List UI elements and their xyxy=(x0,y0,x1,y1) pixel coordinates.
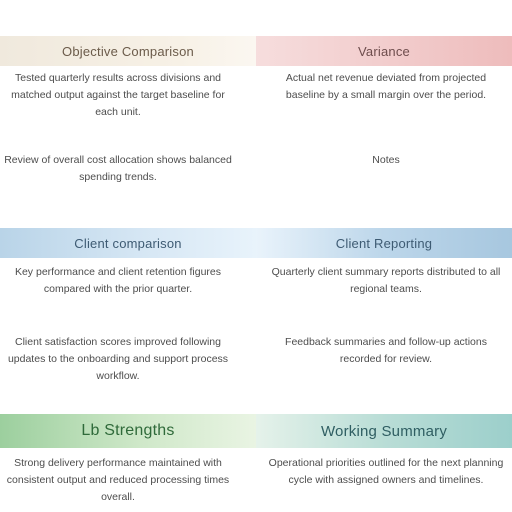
section-heading-right: Variance xyxy=(256,36,512,66)
section-1-row-2-right: Notes xyxy=(372,154,400,166)
section-1-row-2-left: Review of overall cost allocation shows balanced spending trends. xyxy=(4,154,232,183)
section-heading-right: Client Reporting xyxy=(256,228,512,258)
section-header-objectives xyxy=(0,36,512,66)
section-2-row-1-left: Key performance and client retention figures compared with the prior quarter. xyxy=(14,266,222,295)
section-1-row-1-left: Tested quarterly results across divisions and matched output against the target baseline for each unit. xyxy=(11,72,225,118)
section-heading-left: Client comparison xyxy=(0,228,256,258)
section-heading-left: Lb Strengths xyxy=(0,414,256,448)
section-3-row-1-left: Strong delivery performance maintained with consistent output and reduced processing times overall. xyxy=(6,457,230,503)
section-heading-left: Objective Comparison xyxy=(0,36,256,66)
section-header-client xyxy=(0,228,512,258)
section-header-strengths xyxy=(0,414,512,448)
section-3-row-1-right: Operational priorities outlined for the next planning cycle with assigned owners and timelines. xyxy=(268,457,504,486)
section-1-row-1-right: Actual net revenue deviated from projected baseline by a small margin over the period. xyxy=(285,72,487,101)
section-heading-right: Working Summary xyxy=(256,414,512,448)
section-2-row-2-right: Feedback summaries and follow-up actions recorded for review. xyxy=(285,336,487,365)
section-2-row-2-left: Client satisfaction scores improved following updates to the onboarding and support process workflow. xyxy=(7,336,229,382)
section-2-row-1-right: Quarterly client summary reports distributed to all regional teams. xyxy=(271,266,501,295)
